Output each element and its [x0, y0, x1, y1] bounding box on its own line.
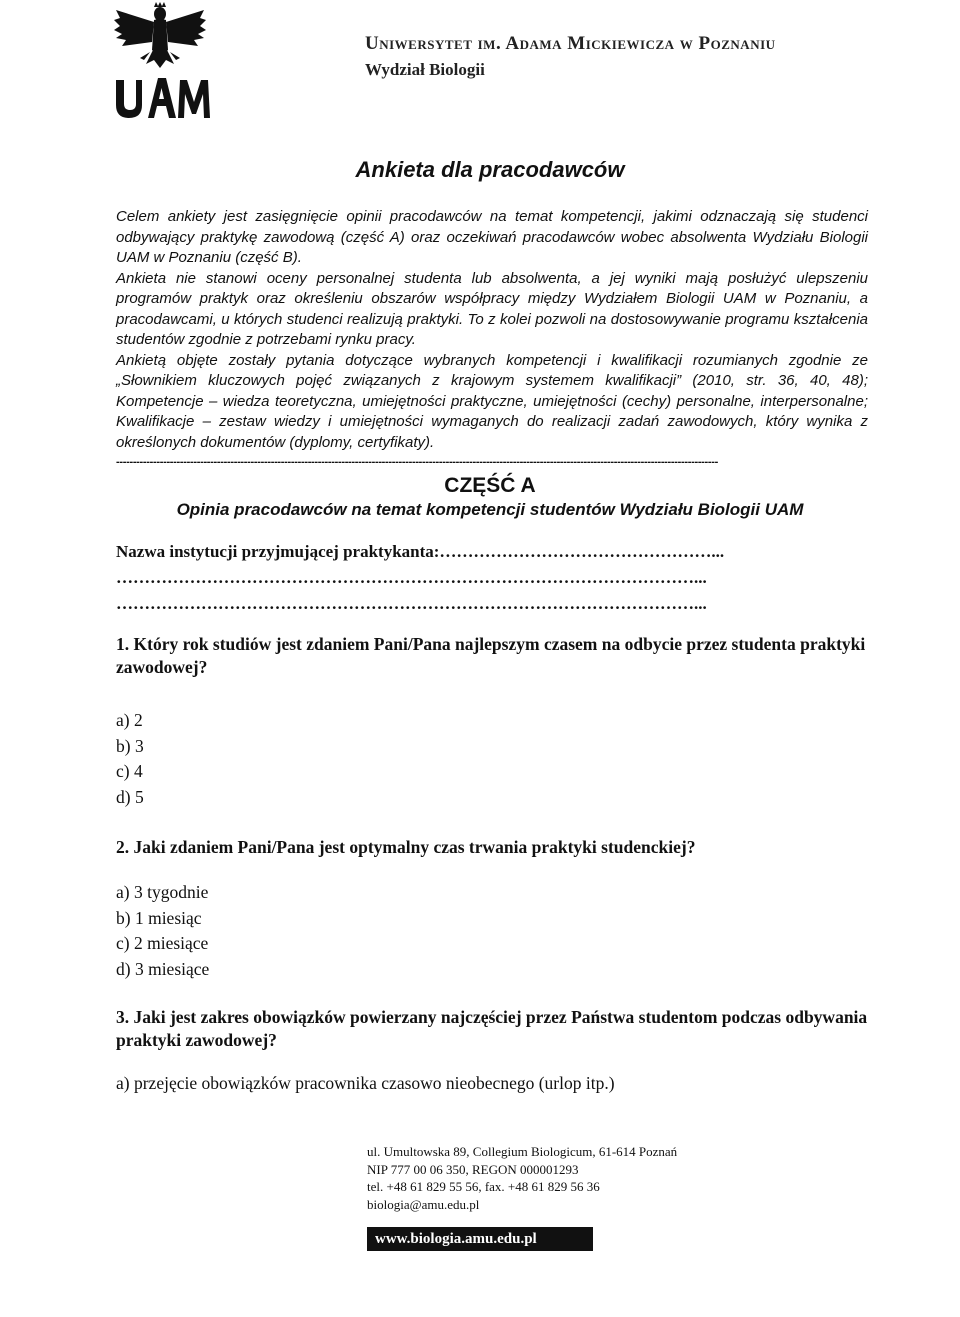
answer-option[interactable]: a) przejęcie obowiązków pracownika czasowo nieobecnego (urlop itp.) — [116, 1073, 615, 1093]
survey-title: Ankieta dla pracodawców — [355, 157, 625, 182]
answer-option[interactable]: a) 2 — [116, 710, 143, 730]
university-name: Uniwersytet im. Adama Mickiewicza w Poznaniu — [365, 33, 776, 54]
answer-option[interactable]: c) 4 — [116, 761, 143, 781]
footer-phone-fax: tel. +48 61 829 55 56, fax. +48 61 829 56 36 — [367, 1179, 600, 1194]
question-2: 2. Jaki zdaniem Pani/Pana jest optymalny czas trwania praktyki studenckiej? — [116, 837, 696, 857]
question-1: 1. Który rok studiów jest zdaniem Pani/Pana najlepszym czasem na odbycie przez studenta praktyki zawodowej? — [116, 634, 866, 677]
intro-paragraph-disclaimer: Ankieta nie stanowi oceny personalnej studenta lub absolwenta, a jej wyniki mają posłużyć ulepszeniu programów praktyk oraz określeniu obszarów współpracy między Wydziałem Biologii UAM w Poznaniu, a pracodawcami, u których studenci realizują praktyki. To z kolei pozwoli na dostosowywanie programu kształcenia studentów zgodnie z potrzebami rynku pracy. — [116, 269, 868, 348]
footer-address: ul. Umultowska 89, Collegium Biologicum, 61-614 Poznań — [367, 1144, 678, 1159]
answer-option[interactable]: d) 5 — [116, 786, 144, 807]
footer-contact — [367, 1143, 677, 1213]
footer-email[interactable]: biologia@amu.edu.pl — [367, 1196, 480, 1212]
answer-option[interactable]: b) 3 — [116, 735, 144, 756]
intro-paragraph-purpose: Celem ankiety jest zasięgnięcie opinii pracodawców na temat kompetencji, jakimi odznaczają się studenci odbywający praktykę zawodową (część A) oraz oczekiwań pracodawców wobec absolwenta Wydziału Biologii UAM w Poznaniu (część B). — [116, 208, 868, 266]
answer-option[interactable]: a) 3 tygodnie — [116, 882, 209, 902]
institution-name-line-3[interactable]: …………………………………………………………………………………………... — [116, 594, 707, 613]
answer-option[interactable]: b) 1 miesiąc — [116, 907, 202, 928]
intro-paragraph-scope: Ankietą objęte zostały pytania dotyczące wybranych kompetencji i kwalifikacji rozumianych zgodnie ze „Słownikiem kluczowych pojęć związanych z krajowym systemem kwalifikacji” (2010, str. 36, 40, 48); Kompetencje – wiedza teoretyczna, umiejętności praktyczne, umiejętności (cechy) personalne, interpersonalne; Kwalifikacje – zestaw wiedzy i umiejętności wymaganych do realizacji zadań zawodowych, który wynika z określonych dokumentów (dyplomy, certyfikaty). — [116, 351, 868, 451]
institution-name-field[interactable]: Nazwa instytucji przyjmującej praktykanta:…………………………………………... — [116, 542, 725, 561]
intro-text — [116, 207, 868, 453]
question-3: 3. Jaki jest zakres obowiązków powierzany najczęściej przez Państwa studentom podczas odbywania praktyki zawodowej? — [116, 1007, 868, 1050]
footer-nip-regon: NIP 777 00 06 350, REGON 000001293 — [367, 1161, 579, 1177]
faculty-name: Wydział Biologii — [365, 60, 485, 79]
part-heading: CZĘŚĆ A — [444, 474, 536, 497]
section-separator: ----------------------------------------------------------------------------------------------------------------------------------------------------------------------------------- — [116, 456, 718, 468]
answer-option[interactable]: c) 2 miesiące — [116, 933, 209, 953]
uam-eagle-logo — [110, 2, 210, 122]
question-1-answers — [116, 708, 144, 810]
question-2-answers — [116, 880, 209, 982]
question-3-answers — [116, 1071, 615, 1097]
institution-name-line-2[interactable]: …………………………………………………………………………………………... — [116, 568, 707, 587]
footer-website-link[interactable]: www.biologia.amu.edu.pl — [367, 1227, 593, 1251]
answer-option[interactable]: d) 3 miesiące — [116, 958, 210, 979]
part-subtitle: Opinia pracodawców na temat kompetencji studentów Wydziału Biologii UAM — [176, 500, 804, 519]
